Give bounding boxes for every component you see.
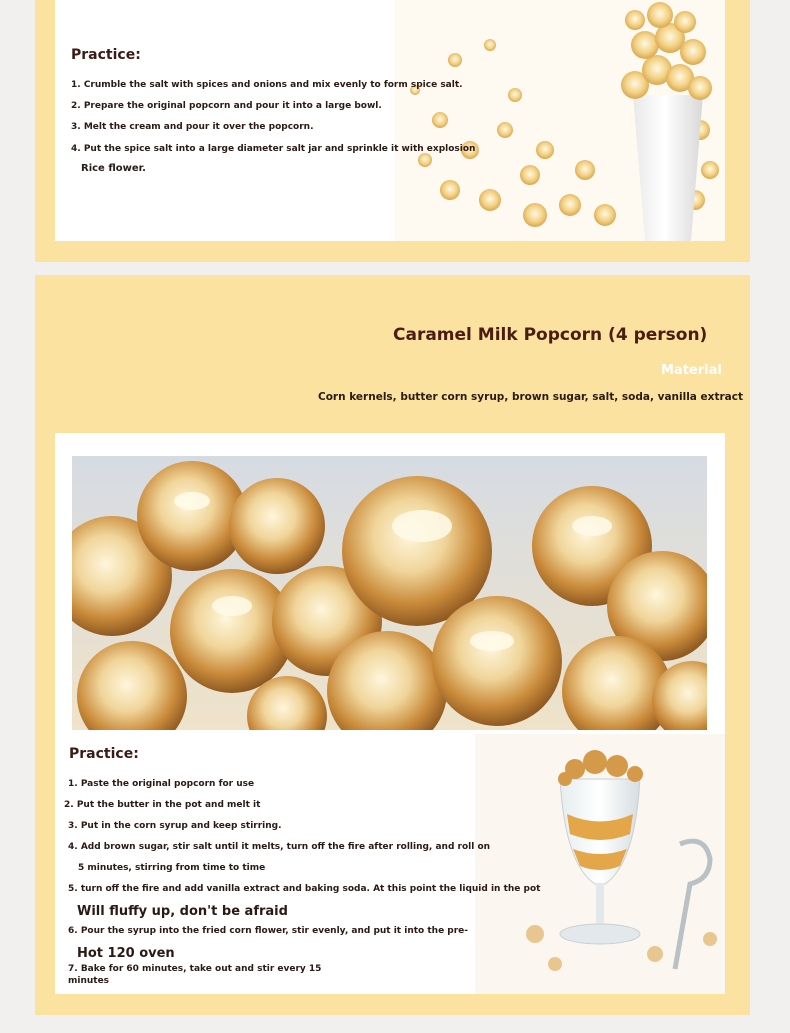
step-item: Hot 120 oven: [77, 946, 175, 961]
material-list: Corn kernels, butter corn syrup, brown sugar, salt, soda, vanilla extract: [318, 391, 743, 403]
step-item: 4. Add brown sugar, stir salt until it melts, turn off the fire after rolling, and roll on: [68, 842, 491, 852]
step-item: minutes: [68, 976, 110, 986]
step-item: 3. Put in the corn syrup and keep stirring.: [68, 821, 282, 831]
step-item: Will fluffy up, don't be afraid: [77, 904, 288, 919]
step-item: 1. Paste the original popcorn for use: [68, 779, 255, 789]
caramel-recipe-panel: [35, 275, 750, 1015]
practice-heading: Practice:: [71, 47, 141, 63]
step-item: 7. Bake for 60 minutes, take out and stir every 15: [68, 964, 322, 974]
step-item: 6. Pour the syrup into the fried corn flower, stir evenly, and put it into the pre-: [68, 926, 469, 936]
material-label: Material: [661, 363, 722, 378]
step-item: 4. Put the spice salt into a large diameter salt jar and sprinkle it with explosion: [71, 144, 476, 154]
caramel-recipe-card: [55, 433, 725, 994]
practice-steps: [71, 80, 475, 174]
practice-steps: [64, 779, 541, 986]
top-recipe-card: [55, 0, 725, 241]
step-item: 5 minutes, stirring from time to time: [78, 863, 266, 873]
caramel-popcorn-photo: [72, 456, 707, 730]
top-recipe-panel: [35, 0, 750, 262]
step-item: 2. Prepare the original popcorn and pour it into a large bowl.: [71, 101, 382, 111]
step-item: 3. Melt the cream and pour it over the popcorn.: [71, 122, 314, 132]
step-item: Rice flower.: [81, 163, 146, 174]
step-item: 5. turn off the fire and add vanilla extract and baking soda. At this point the liquid in the pot: [68, 884, 541, 894]
step-item: 1. Crumble the salt with spices and onions and mix evenly to form spice salt.: [71, 80, 463, 90]
recipe-title: Caramel Milk Popcorn (4 person): [393, 325, 708, 345]
practice-heading: Practice:: [69, 746, 139, 762]
step-item: 2. Put the butter in the pot and melt it: [64, 800, 261, 810]
